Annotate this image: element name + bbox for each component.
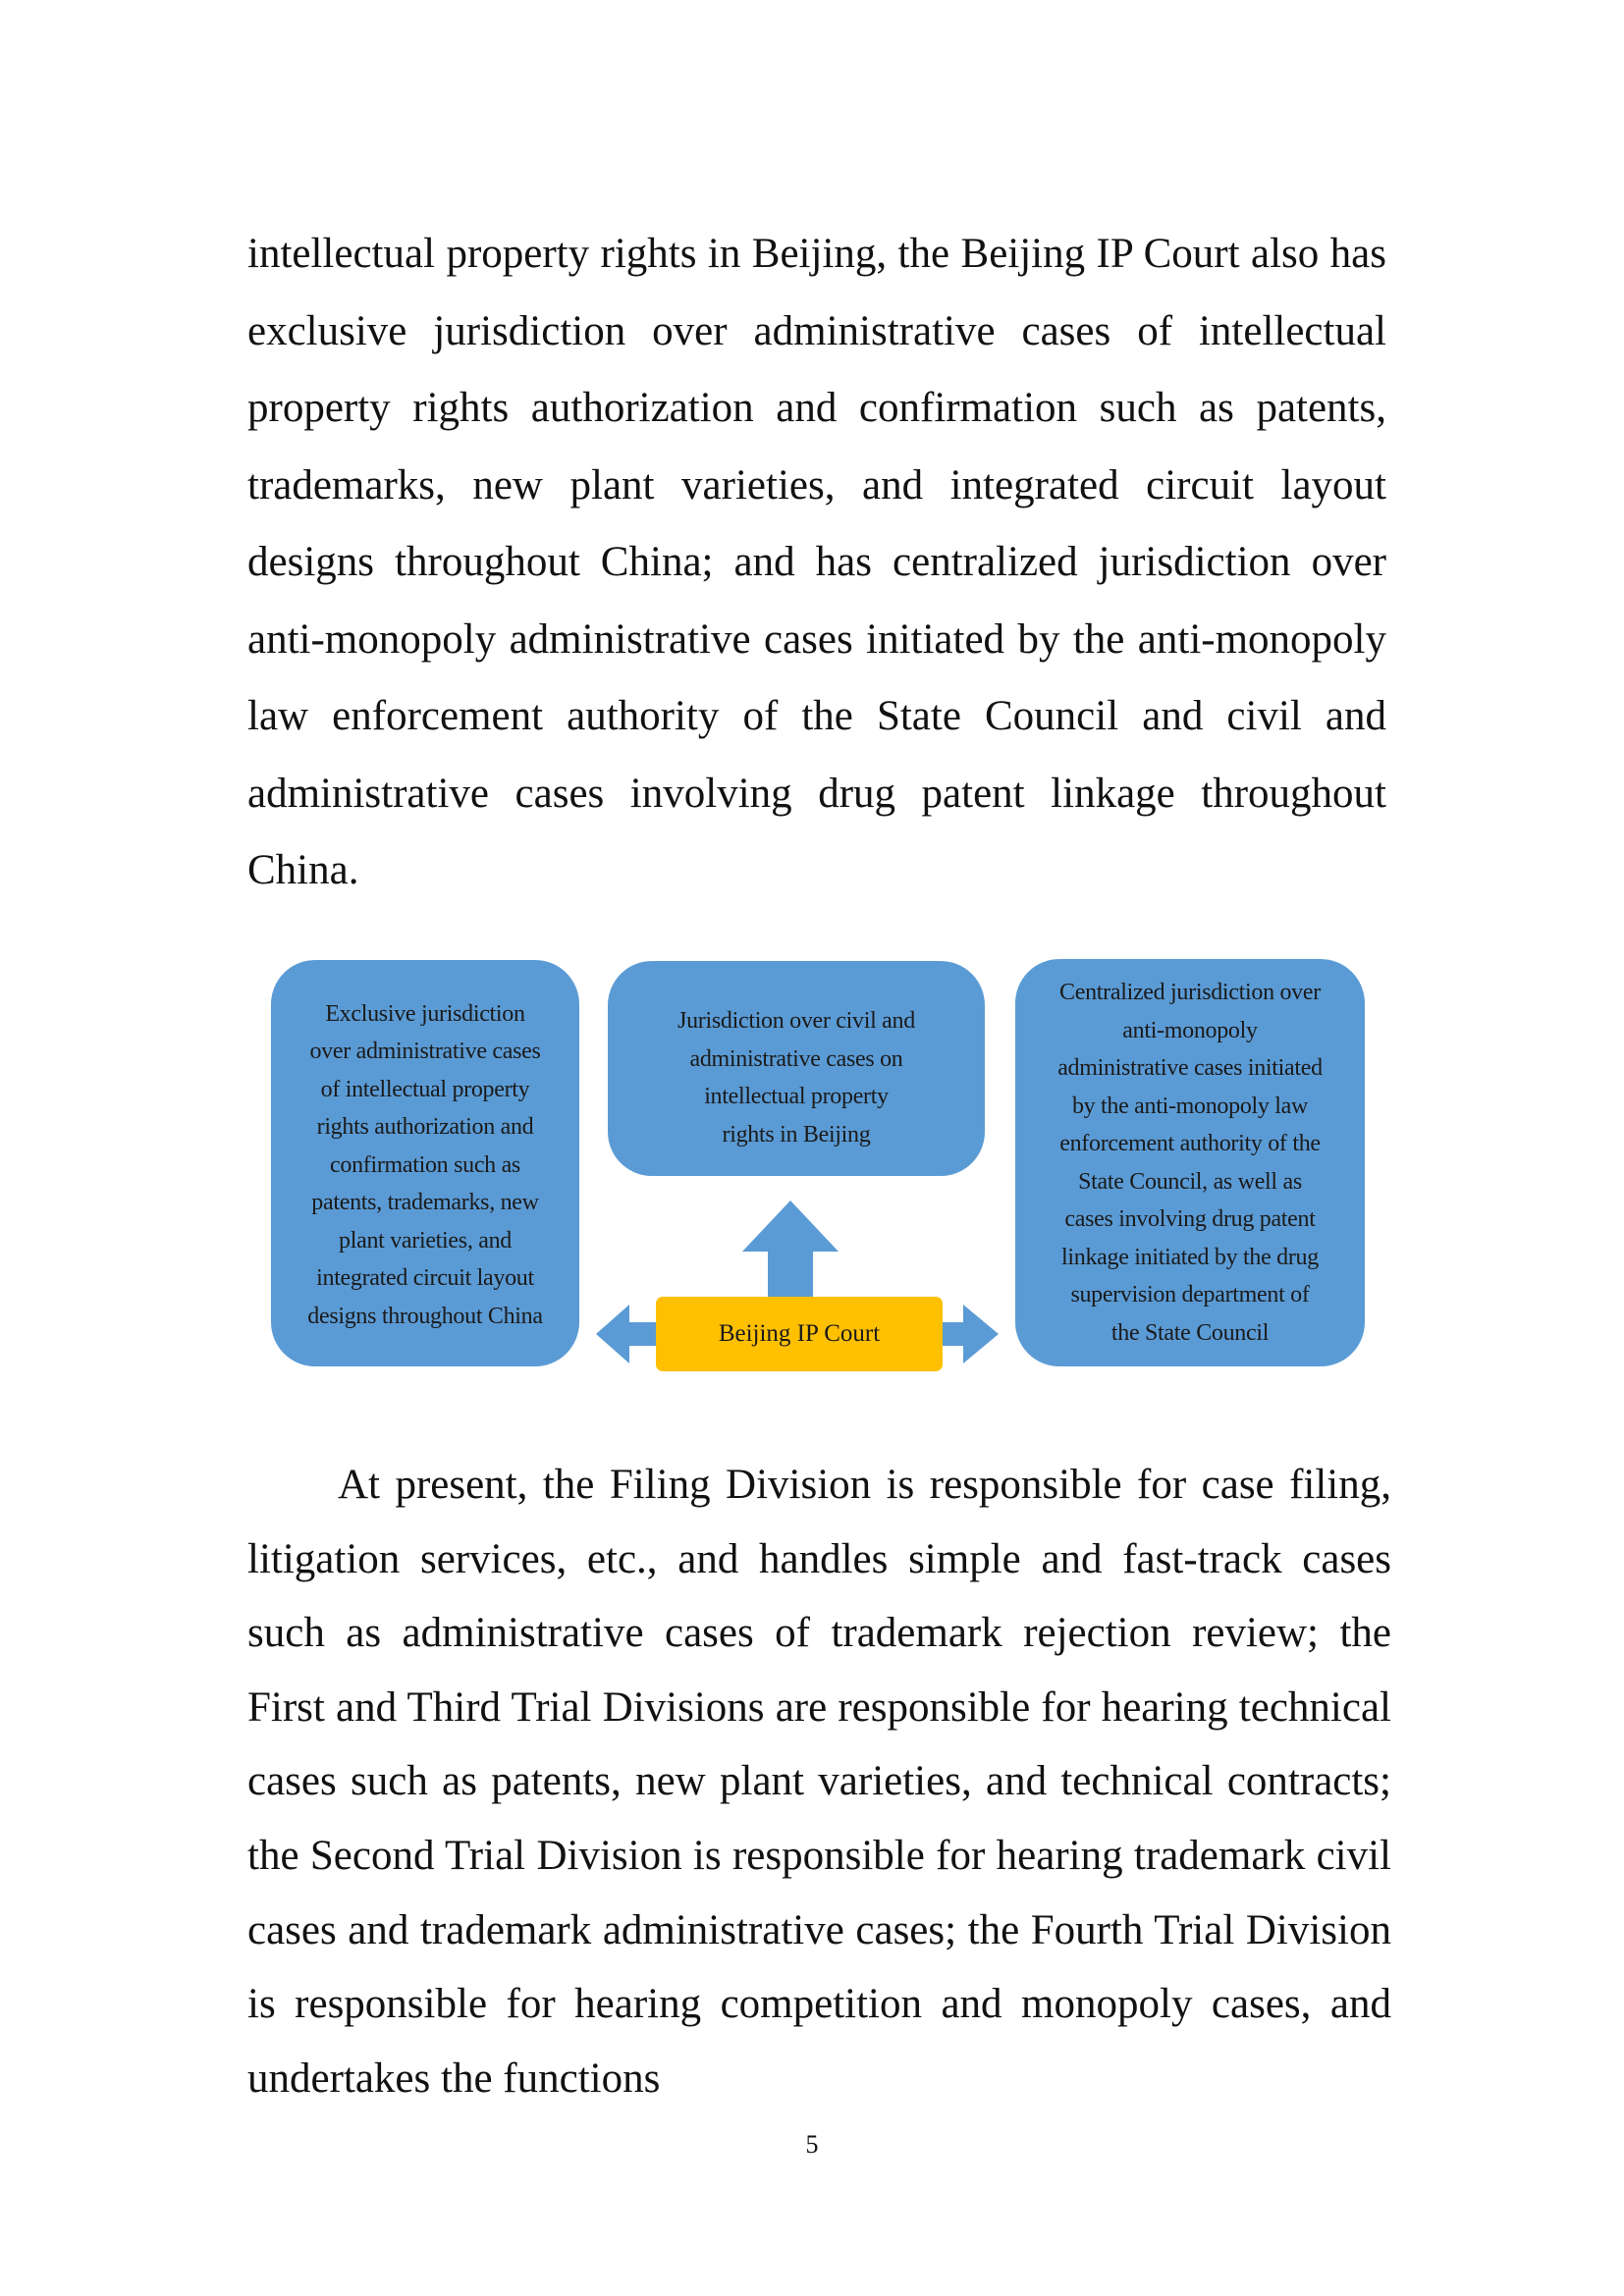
box-line: patents, trademarks, new: [311, 1190, 539, 1216]
box-line: anti-monopoly: [1122, 1017, 1258, 1043]
box-line: rights authorization and: [316, 1114, 534, 1141]
arrow-left-to-left-box: [596, 1305, 656, 1363]
box-line: designs throughout China: [307, 1303, 543, 1329]
page-number: 5: [805, 2130, 819, 2159]
box-line: integrated circuit layout: [316, 1265, 534, 1292]
box-line: plant varieties, and: [339, 1227, 512, 1254]
exclusive-jurisdiction-box: [268, 957, 582, 1369]
beijing-ip-court-label: Beijing IP Court: [656, 1297, 943, 1371]
box-line: administrative cases on: [689, 1045, 903, 1072]
box-line: enforcement authority of the: [1059, 1131, 1321, 1156]
box-line: administrative cases initiated: [1057, 1055, 1323, 1081]
arrow-up-to-middle-box: [742, 1201, 839, 1297]
box-line: Centralized jurisdiction over: [1059, 980, 1321, 1005]
box-line: intellectual property: [704, 1084, 889, 1109]
box-line: rights in Beijing: [722, 1121, 871, 1148]
box-line: State Council, as well as: [1078, 1168, 1302, 1195]
box-line: Exclusive jurisdiction: [325, 1000, 525, 1027]
beijing-jurisdiction-box: [605, 958, 988, 1179]
box-line: cases involving drug patent: [1064, 1206, 1316, 1232]
box-line: over administrative cases: [309, 1039, 541, 1065]
body-paragraph-1: intellectual property rights in Beijing, the Beijing IP Court also has exclusive jurisdiction over administrative cases of intellectual property rights authorization and confirmation such as patents, trademarks, new plant varieties, and integrated circuit layout designs throughout China; and has centralized jurisdiction over anti-monopoly administrative cases initiated by the anti-monopoly law enforcement authority of the State Council and civil and administrative cases involving drug patent linkage throughout China.: [247, 231, 1386, 893]
box-line: of intellectual property: [320, 1076, 530, 1102]
centralized-jurisdiction-box: [1012, 956, 1368, 1369]
box-line: confirmation such as: [330, 1151, 520, 1178]
box-line: the State Council: [1110, 1319, 1270, 1346]
jurisdiction-diagram: [265, 952, 1375, 1379]
arrow-right-to-right-box: [943, 1305, 999, 1363]
box-line: Jurisdiction over civil and: [677, 1008, 915, 1034]
box-line: supervision department of: [1070, 1282, 1310, 1308]
body-paragraph-2: At present, the Filing Division is responsible for case filing, litigation services, etc., and handles simple and fast-track cases such as administrative cases of trademark rejection review; the First and Third Trial Divisions are responsible for hearing technical cases such as patents, new plant varieties, and technical contracts; the Second Trial Division is responsible for hearing trademark civil cases and trademark administrative cases; the Fourth Trial Division is responsible for hearing competition and monopoly cases, and undertakes the functions: [247, 1462, 1391, 2102]
box-line: by the anti-monopoly law: [1071, 1093, 1309, 1119]
box-line: linkage initiated by the drug: [1061, 1244, 1319, 1270]
